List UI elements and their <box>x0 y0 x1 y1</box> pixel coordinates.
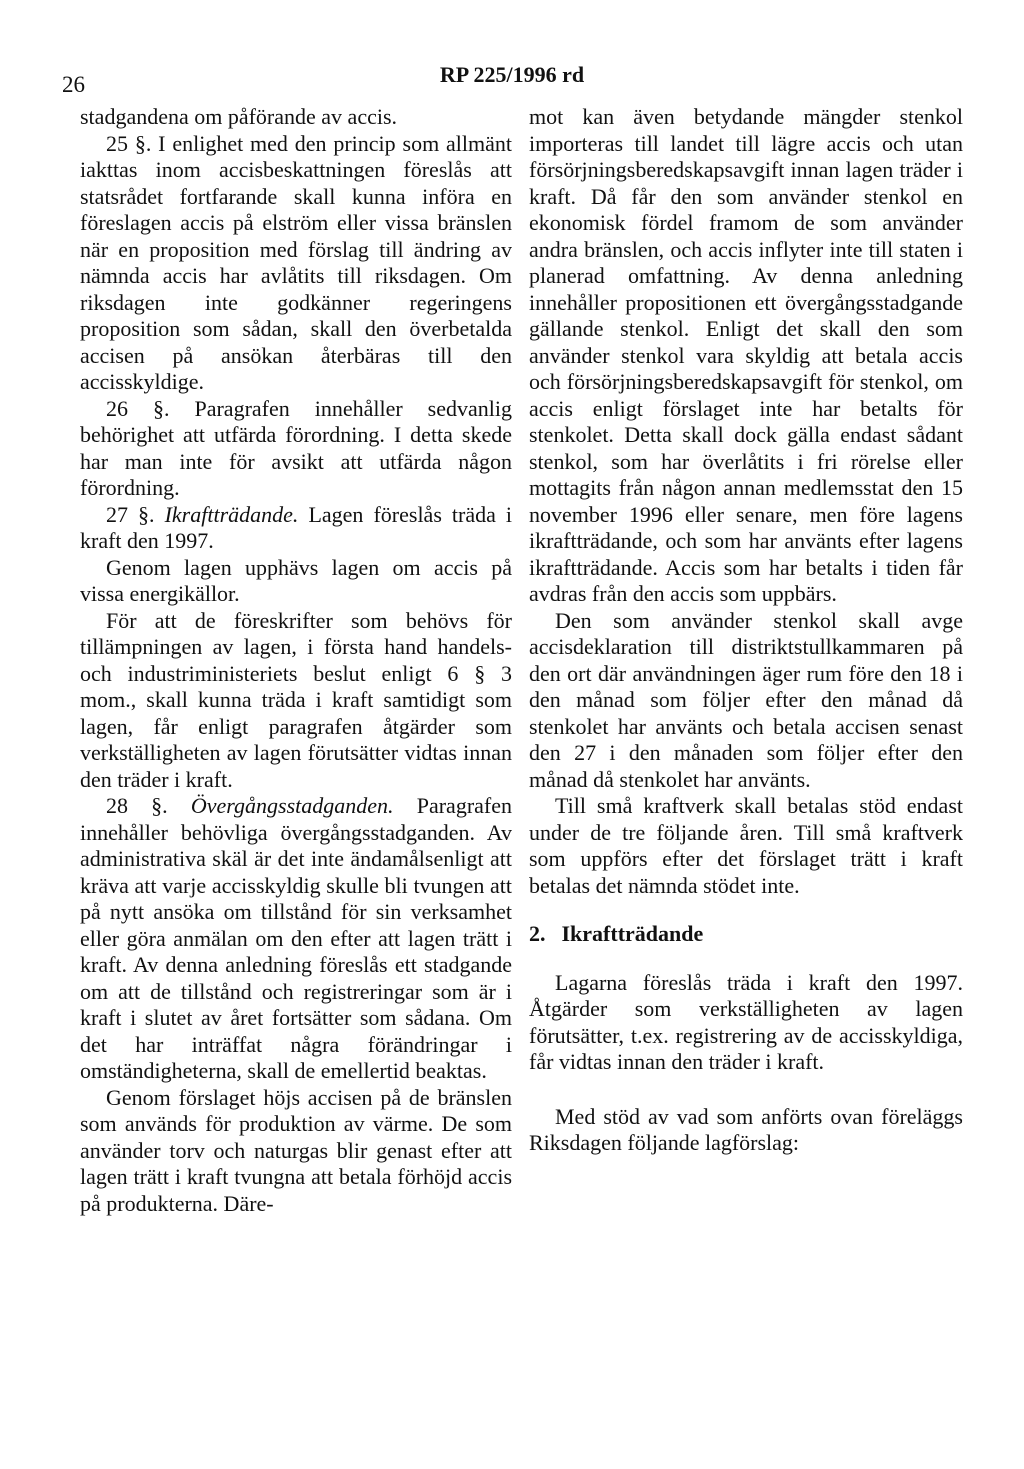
paragraph: mot kan även betydande mängder stenkol importeras till landet till lägre accis och utan försörjningsberedskapsavgift innan lagen träder i kraft. Då får den som använder stenkol en ekonomisk fördel framom de som använder andra bränslen, och accis inflyter inte till staten i planerad omfattning. Av denna anledning innehåller propositionen ett övergångsstadgande gällande stenkol. Enligt det skall den som använder stenkol vara skyldig att betala accis och försörjningsberedskapsavgift för stenkol, om accis enligt förslaget inte har betalts för stenkolet. Detta skall dock gälla endast sådant stenkol, som har överlåtits i fri rörelse eller mottagits från någon annan medlemsstat den 15 november 1996 eller senare, men före lagens ikraftträdande, och som har använts efter lagens ikraftträdande. Accis som har betalts i tiden får avdras från den accis som uppbärs. <box>529 104 963 606</box>
paragraph <box>80 793 512 1085</box>
section-heading <box>529 921 963 948</box>
paragraph: Till små kraftverk skall betalas stöd endast under de tre följande åren. Till små kraftverk som uppförs efter det förslaget trätt i kraft betalas det nämnda stödet inte. <box>529 793 963 898</box>
page-number: 26 <box>62 72 85 97</box>
paragraph: 26 §. Paragrafen innehåller sedvanlig behörighet att utfärda förordning. I detta skede har man inte för avsikt att utfärda någon förordning. <box>80 395 512 500</box>
paragraph: Med stöd av vad som anförts ovan föreläggs Riksdagen följande lagförslag: <box>529 1103 963 1155</box>
running-header: RP 225/1996 rd <box>439 62 585 87</box>
section-heading: Ikraftträdande. <box>164 501 299 527</box>
right-column <box>529 104 963 1157</box>
section-number: 2. <box>529 921 546 946</box>
section-ref: 27 §. <box>106 501 155 527</box>
paragraph: Genom lagen upphävs lagen om accis på vissa energikällor. <box>80 554 512 606</box>
paragraph <box>80 502 512 555</box>
paragraph: Lagarna föreslås träda i kraft den 1997. Åtgärder som verkställigheten av lagen förutsätter, t.ex. registrering av de accisskyldiga, får vidtas innan den träder i kraft. <box>529 969 963 1074</box>
section-title: Ikraftträdande <box>561 921 704 946</box>
section-heading: Övergångsstadganden. <box>190 793 394 818</box>
paragraph-text: Paragrafen innehåller behövliga övergångsstadganden. Av administrativa skäl är det inte ändamålsenligt att kräva att varje accisskyldig skulle bli tvungen att på nytt ansöka om tillstånd för sin verksamhet eller göra anmälan om den efter att lagen trätt i kraft. Av denna anledning föreslås ett stadgande om att de tillstånd och registreringar som är i kraft i slutet av året fortsätter som sådana. Om det har inträffat några förändringar i omständigheterna, skall de emellertid beaktas. <box>80 793 513 1083</box>
section-ref: 28 §. <box>106 793 168 818</box>
paragraph: stadgandena om påförande av accis. <box>80 104 398 129</box>
paragraph-text: Lagen föreslås träda i kraft den 1997. <box>80 501 513 553</box>
left-column <box>80 104 512 1217</box>
paragraph: För att de föreskrifter som behövs för tillämpningen av lagen, i första hand handels- och industriministeriets beslut enligt 6 § 3 mom., skall kunna träda i kraft samtidigt som lagen, får enligt paragrafen åtgärder som verkställigheten av lagen förutsätter vidtas innan den träder i kraft. <box>80 607 512 792</box>
paragraph: Den som använder stenkol skall avge accisdeklaration till distriktstullkammaren på den ort där användningen äger rum före den 18 i den månad som följer efter den månad då stenkolet har använts och betala accisen senast den 27 i den månaden som följer efter den månad då stenkolet har använts. <box>529 607 963 792</box>
paragraph: Genom förslaget höjs accisen på de bränslen som används för produktion av värme. De som använder torv och naturgas blir genast efter att lagen trätt i kraft tvungna att betala förhöjd accis på produkterna. Däre- <box>80 1084 512 1216</box>
paragraph: 25 §. I enlighet med den princip som allmänt iakttas inom accisbeskattningen föreslås att statsrådet fortfarande skall kunna införa en föreslagen accis på elström eller vissa bränslen när en proposition med förslag till ändring av nämnda accis har avlåtits till riksdagen. Om riksdagen inte godkänner regeringens proposition som sådan, skall den överbetalda accisen på ansökan återbäras till den accisskyldige. <box>80 130 512 394</box>
